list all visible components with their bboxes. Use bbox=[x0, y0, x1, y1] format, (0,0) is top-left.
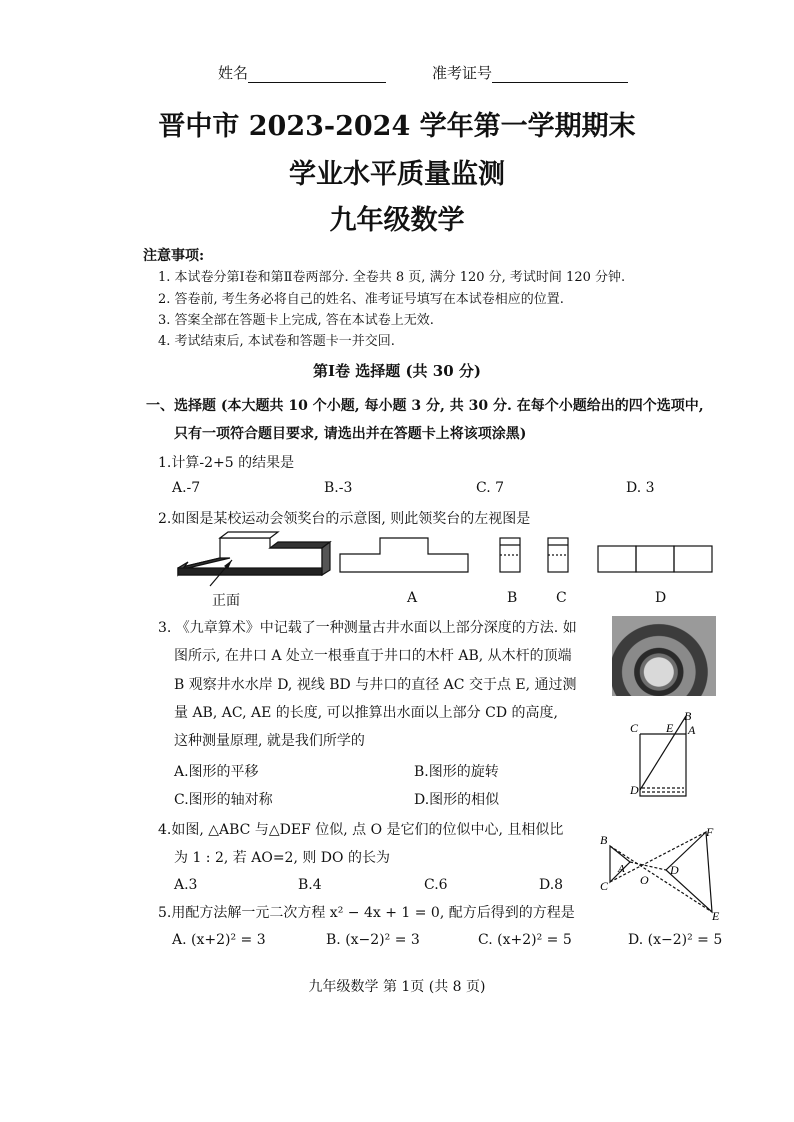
label-O: O bbox=[640, 873, 649, 887]
q3-line: 3. 《九章算术》中记载了一种测量古井水面以上部分深度的方法. 如 bbox=[158, 620, 577, 636]
name-blank[interactable] bbox=[248, 68, 386, 83]
q1-option-a: A.-7 bbox=[172, 480, 201, 496]
q5-option-c: C. (x+2)² = 5 bbox=[478, 932, 572, 948]
q3-line: 量 AB, AC, AE 的长度, 可以推算出水面以上部分 CD 的高度, bbox=[174, 705, 558, 721]
label-A: A bbox=[618, 863, 625, 875]
podium-figure bbox=[178, 532, 330, 575]
q4-option-b: B.4 bbox=[298, 877, 322, 893]
notes-heading: 注意事项: bbox=[143, 248, 205, 264]
section-title: 第Ⅰ卷 选择题 (共 30 分) bbox=[313, 362, 481, 380]
q2-front-label: 正面 bbox=[212, 593, 240, 609]
label-E: E bbox=[712, 909, 720, 923]
q4-line1: 4.如图, △ABC 与△DEF 位似, 点 O 是它们的位似中心, 且相似比 bbox=[158, 822, 564, 838]
q5-option-a: A. (x+2)² = 3 bbox=[172, 932, 266, 948]
q4-option-a: A.3 bbox=[174, 877, 198, 893]
name-field[interactable] bbox=[218, 62, 386, 83]
label-D: D bbox=[630, 783, 639, 797]
option-b-shape bbox=[500, 538, 520, 572]
label-C: C bbox=[600, 879, 609, 893]
q5-option-d: D. (x−2)² = 5 bbox=[628, 932, 723, 948]
exam-subject: 九年级数学 bbox=[329, 205, 465, 236]
well-diagram bbox=[626, 710, 706, 810]
note-item: 3. 答案全部在答题卡上完成, 答在本试卷上无效. bbox=[158, 313, 434, 328]
q2-figures bbox=[170, 530, 730, 590]
q5-stem: 5.用配方法解一元二次方程 x² − 4x + 1 = 0, 配方后得到的方程是 bbox=[158, 905, 575, 921]
page-footer: 九年级数学 第 1页 (共 8 页) bbox=[308, 979, 486, 995]
q2-label-c: C bbox=[556, 590, 567, 606]
label-B: B bbox=[600, 833, 608, 847]
q2-label-d: D bbox=[655, 590, 667, 606]
note-item: 1. 本试卷分第Ⅰ卷和第Ⅱ卷两部分. 全卷共 8 页, 满分 120 分, 考试时间 120 分钟. bbox=[158, 270, 626, 285]
q4-option-d: D.8 bbox=[539, 877, 564, 893]
q1-stem: 1.计算-2+5 的结果是 bbox=[158, 455, 295, 471]
label-F: F bbox=[706, 825, 714, 839]
q4-option-c: C.6 bbox=[424, 877, 448, 893]
note-item: 4. 考试结束后, 本试卷和答题卡一并交回. bbox=[158, 334, 395, 349]
q5-option-b: B. (x−2)² = 3 bbox=[326, 932, 420, 948]
q1-option-d: D. 3 bbox=[626, 480, 655, 496]
label-D: D bbox=[670, 863, 679, 877]
section-instructions-cont: 只有一项符合题目要求, 请选出并在答题卡上将该项涂黑) bbox=[174, 426, 527, 442]
option-d-shape bbox=[598, 546, 712, 572]
q2-label-b: B bbox=[507, 590, 518, 606]
q3-line: 图所示, 在井口 A 处立一根垂直于井口的木杆 AB, 从木杆的顶端 bbox=[174, 648, 572, 664]
name-label: 姓名 bbox=[218, 64, 249, 82]
note-item: 2. 答卷前, 考生务必将自己的姓名、准考证号填写在本试卷相应的位置. bbox=[158, 292, 564, 307]
q3-line: 这种测量原理, 就是我们所学的 bbox=[174, 733, 365, 749]
label-E: E bbox=[666, 721, 674, 735]
ticket-label: 准考证号 bbox=[432, 64, 493, 82]
label-C: C bbox=[630, 721, 639, 735]
option-c-shape bbox=[548, 538, 568, 572]
ticket-blank[interactable] bbox=[492, 68, 628, 83]
q3-option-a: A.图形的平移 bbox=[174, 764, 259, 780]
label-A: A bbox=[688, 723, 696, 737]
exam-title: 晋中市 2023-2024 学年第一学期期末 bbox=[158, 111, 636, 142]
q3-option-d: D.图形的相似 bbox=[414, 792, 500, 808]
q2-stem: 2.如图是某校运动会领奖台的示意图, 则此领奖台的左视图是 bbox=[158, 511, 531, 527]
label-B: B bbox=[684, 710, 692, 723]
q3-option-c: C.图形的轴对称 bbox=[174, 792, 273, 808]
well-photo bbox=[612, 616, 716, 696]
ticket-field[interactable] bbox=[432, 62, 628, 83]
q1-option-c: C. 7 bbox=[476, 480, 505, 496]
q2-label-a: A bbox=[407, 590, 418, 606]
homothety-diagram bbox=[596, 822, 726, 926]
q4-line2: 为 1 : 2, 若 AO=2, 则 DO 的长为 bbox=[174, 850, 390, 866]
exam-subtitle: 学业水平质量监测 bbox=[289, 159, 505, 190]
section-instructions: 一、选择题 (本大题共 10 个小题, 每小题 3 分, 共 30 分. 在每个小题给出的四个选项中, bbox=[146, 398, 704, 414]
q1-option-b: B.-3 bbox=[324, 480, 353, 496]
option-a-shape bbox=[340, 538, 468, 572]
q3-option-b: B.图形的旋转 bbox=[414, 764, 499, 780]
q3-line: B 观察井水水岸 D, 视线 BD 与井口的直径 AC 交于点 E, 通过测 bbox=[174, 677, 577, 693]
